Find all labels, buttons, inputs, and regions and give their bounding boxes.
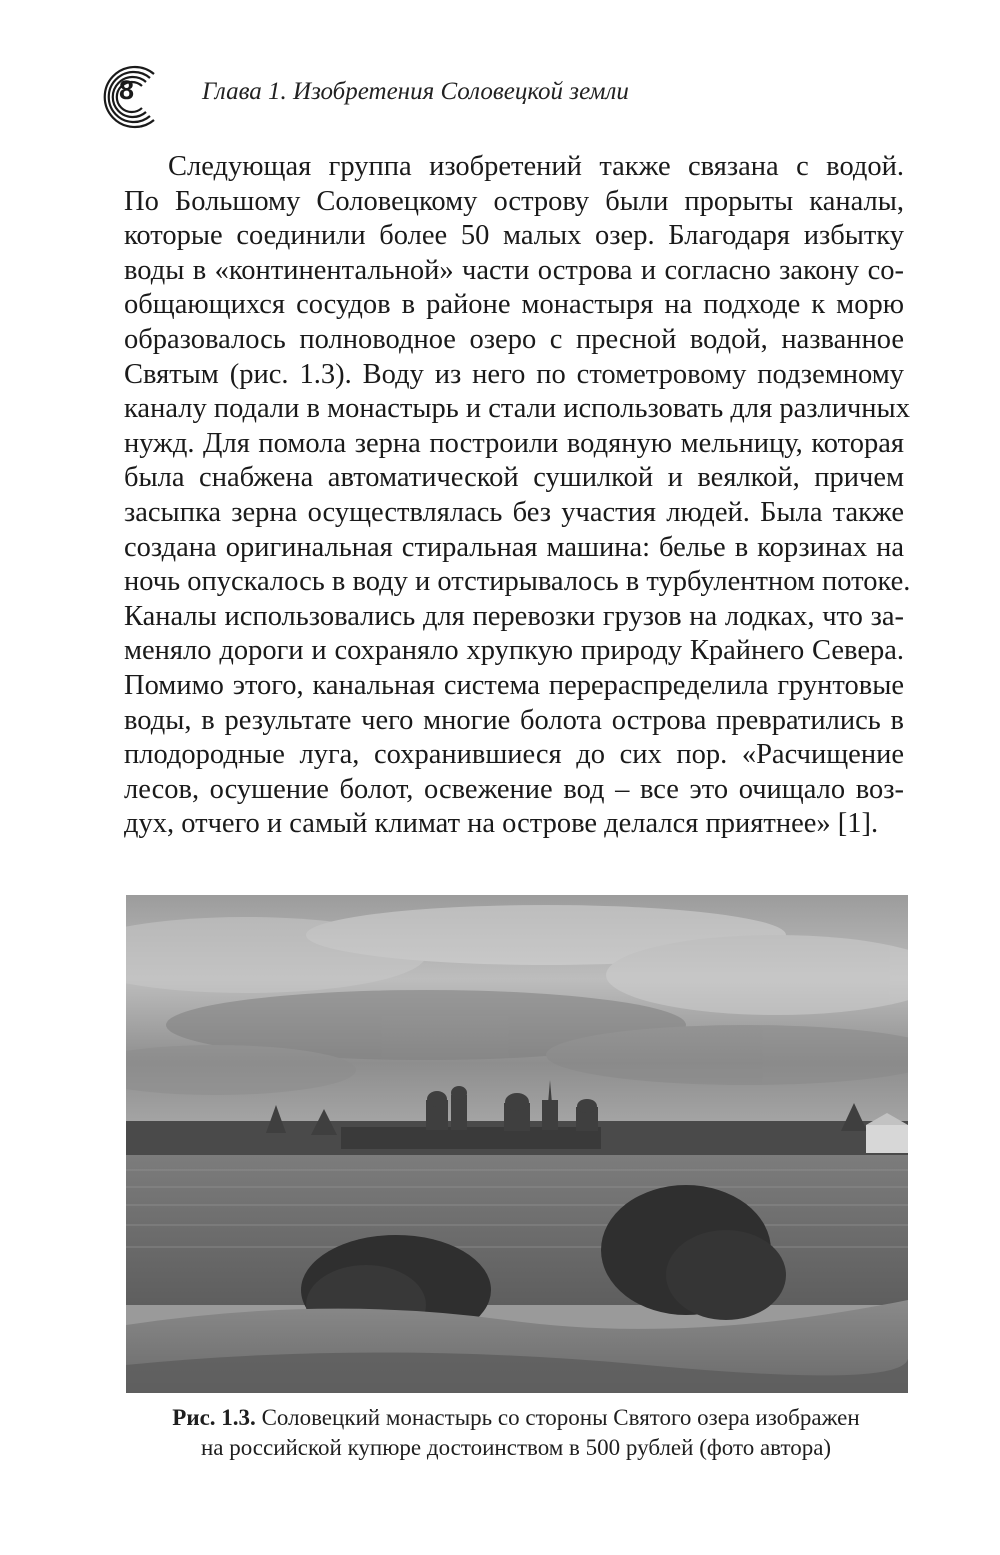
page-number: 8	[119, 75, 135, 105]
text-line: По Большому Соловецкому острову были прорыты каналы,	[124, 185, 904, 217]
text-line: создана оригинальная стиральная машина: белье в корзинах на	[124, 531, 904, 563]
photo-illustration	[126, 895, 908, 1393]
text-line: Помимо этого, канальная система перераспределила грунтовые	[124, 669, 904, 701]
page-header	[88, 58, 908, 138]
text-line: которые соединили более 50 малых озер. Благодаря избытку	[124, 220, 904, 252]
text-line: лесов, осушение болот, освежение вод – все это очищало воз-	[124, 773, 904, 805]
text-line: каналу подали в монастырь и стали использовать для различных	[124, 393, 910, 425]
figure-caption	[110, 1403, 922, 1463]
text-line: ночь опускалось в воду и отстирывалось в турбулентном потоке.	[124, 566, 911, 598]
caption-text-line2: на российской купюре достоинством в 500 рублей (фото автора)	[200, 1435, 832, 1460]
text-line: меняло дороги и сохраняло хрупкую природу Крайнего Севера.	[124, 635, 904, 667]
text-line: засыпка зерна осуществлялась без участия людей. Была также	[124, 496, 904, 528]
text-line: плодородные луга, сохранившиеся до сих пор. «Расчищение	[124, 739, 904, 771]
caption-text-line1: Соловецкий монастырь со стороны Святого озера изображен	[261, 1405, 860, 1430]
running-head: Глава 1. Изобретения Соловецкой земли	[202, 78, 629, 105]
lake-water	[126, 1155, 908, 1305]
page-number-badge	[88, 58, 168, 136]
caption-label: Рис. 1.3.	[172, 1405, 256, 1430]
text-line: воды, в результате чего многие болота острова превратились в	[124, 704, 904, 736]
text-line: нужд. Для помола зерна построили водяную мельницу, которая	[124, 427, 904, 459]
text-line: общающихся сосудов в районе монастыря на подходе к морю	[124, 289, 904, 321]
text-line: воды в «континентальной» части острова и согласно закону со-	[124, 254, 904, 286]
text-line: была снабжена автоматической сушилкой и веялкой, причем	[124, 462, 904, 494]
text-line: Святым (рис. 1.3). Воду из него по стометровому подземному	[124, 358, 904, 390]
text-line: Каналы использовались для перевозки грузов на лодках, что за-	[124, 600, 904, 632]
text-line: образовалось полноводное озеро с пресной водой, названное	[124, 323, 904, 355]
monastery-photo	[126, 895, 908, 1393]
text-line: дух, отчего и самый климат на острове делался приятнее» [1].	[124, 808, 879, 840]
body-text	[124, 150, 911, 842]
text-line: Следующая группа изобретений также связана с водой.	[168, 151, 904, 182]
